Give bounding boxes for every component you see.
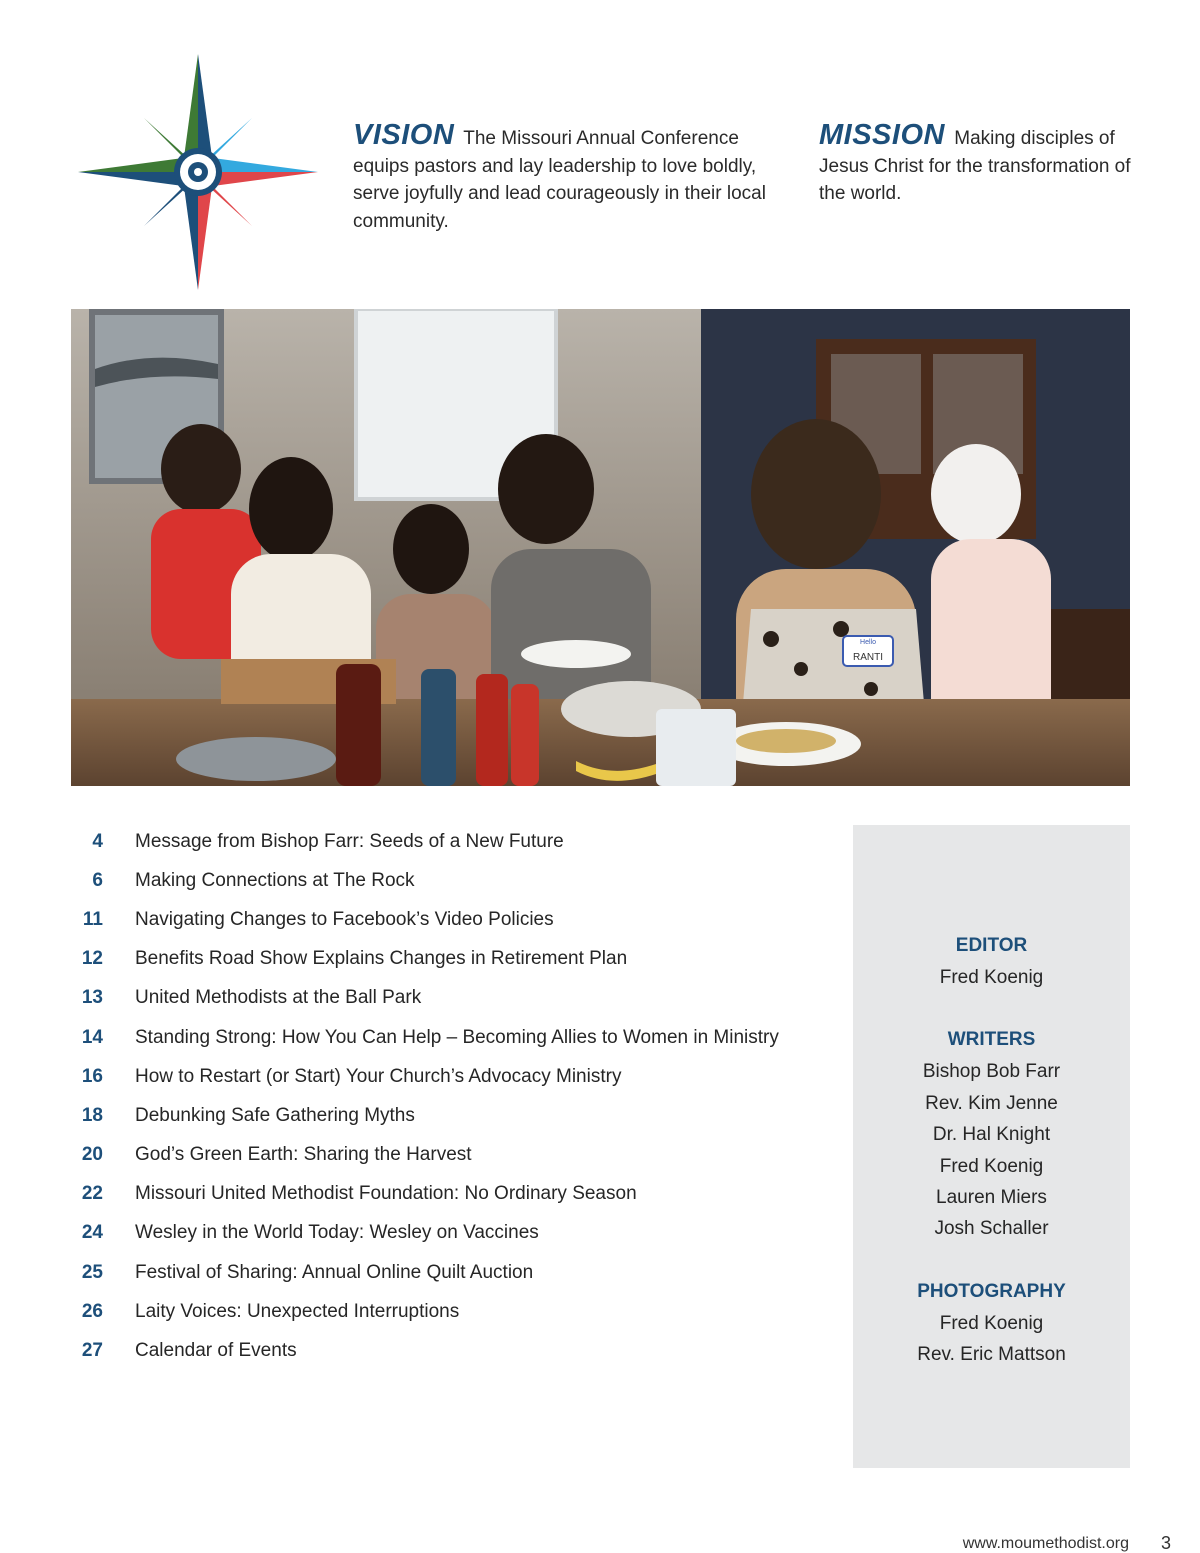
toc-title: Laity Voices: Unexpected Interruptions (135, 1300, 460, 1322)
toc-page-number: 4 (92, 830, 103, 852)
toc-page-number: 16 (81, 1065, 103, 1087)
toc-item[interactable] (70, 1057, 830, 1096)
name-tag-name: RANTI (853, 652, 883, 663)
toc-item[interactable] (70, 1214, 830, 1253)
toc-page-number: 27 (81, 1340, 103, 1362)
toc-item[interactable] (70, 822, 830, 861)
toc-item[interactable] (70, 900, 830, 939)
editor-group (853, 930, 1130, 993)
toc-page-number: 26 (81, 1300, 103, 1322)
toc-item[interactable] (70, 1136, 830, 1175)
toc-item[interactable] (70, 1331, 830, 1370)
toc-item[interactable] (70, 1096, 830, 1135)
vision-text: The Missouri Annual Conference equips pastors and lay leadership to love boldly, serve joyfully and lead courageously in their local community. (353, 128, 766, 232)
toc-page-number: 6 (92, 869, 103, 891)
footer-website-link[interactable]: www.moumethodist.org (962, 1535, 1129, 1552)
mission-text: Making disciples of Jesus Christ for the transformation of the world. (819, 128, 1131, 204)
cover-photo (71, 309, 1130, 786)
table-of-contents (70, 822, 830, 1371)
toc-title: Standing Strong: How You Can Help – Becoming Allies to Women in Ministry (135, 1026, 779, 1048)
toc-item[interactable] (70, 1175, 830, 1214)
toc-page-number: 25 (81, 1261, 103, 1283)
photography-heading: PHOTOGRAPHY (917, 1280, 1066, 1302)
toc-page-number: 14 (81, 1026, 103, 1048)
photography-group (853, 1276, 1130, 1371)
toc-title: How to Restart (or Start) Your Church’s Advocacy Ministry (135, 1065, 622, 1087)
writer-name: Lauren Miers (936, 1186, 1047, 1208)
photographer-name: Fred Koenig (939, 1312, 1044, 1334)
writer-name: Bishop Bob Farr (922, 1061, 1061, 1083)
toc-page-number: 22 (81, 1183, 103, 1205)
toc-page-number: 20 (81, 1144, 103, 1166)
toc-page-number: 11 (82, 908, 103, 930)
writer-name: Josh Schaller (934, 1218, 1049, 1240)
toc-page-number: 24 (81, 1222, 103, 1244)
mission-statement (819, 119, 1139, 208)
editor-name: Fred Koenig (939, 967, 1044, 988)
vision-statement (353, 119, 773, 235)
toc-item[interactable] (70, 1253, 830, 1292)
toc-title: United Methodists at the Ball Park (135, 987, 422, 1009)
writers-heading: WRITERS (947, 1029, 1036, 1051)
page-number: 3 (1160, 1533, 1171, 1553)
toc-page-number: 18 (81, 1104, 103, 1126)
toc-title: Making Connections at The Rock (135, 869, 415, 891)
photographer-name: Rev. Eric Mattson (917, 1344, 1066, 1366)
toc-title: Debunking Safe Gathering Myths (135, 1104, 415, 1126)
writer-name: Fred Koenig (939, 1155, 1044, 1177)
toc-title: Message from Bishop Farr: Seeds of a New Future (135, 830, 564, 852)
credits-panel (853, 825, 1130, 1468)
name-tag-hello: Hello (860, 639, 876, 646)
toc-item[interactable] (70, 1292, 830, 1331)
vision-heading: VISION (353, 119, 455, 151)
toc-title: Navigating Changes to Facebook’s Video Policies (135, 908, 554, 930)
toc-page-number: 12 (81, 948, 103, 970)
editor-heading: EDITOR (955, 935, 1028, 956)
toc-item[interactable] (70, 1018, 830, 1057)
toc-title: Calendar of Events (135, 1340, 297, 1362)
writers-group (853, 1024, 1130, 1244)
writer-name: Dr. Hal Knight (932, 1124, 1051, 1146)
compass-rose-logo (76, 52, 320, 292)
toc-title: Missouri United Methodist Foundation: No Ordinary Season (135, 1183, 637, 1205)
writer-name: Rev. Kim Jenne (925, 1092, 1058, 1114)
mission-heading: MISSION (819, 119, 945, 151)
toc-item[interactable] (70, 940, 830, 979)
toc-page-number: 13 (81, 987, 103, 1009)
toc-item[interactable] (70, 979, 830, 1018)
toc-title: God’s Green Earth: Sharing the Harvest (135, 1144, 472, 1166)
toc-title: Wesley in the World Today: Wesley on Vaccines (135, 1222, 539, 1244)
toc-item[interactable] (70, 861, 830, 900)
toc-title: Benefits Road Show Explains Changes in Retirement Plan (135, 948, 628, 970)
toc-title: Festival of Sharing: Annual Online Quilt Auction (135, 1261, 534, 1283)
